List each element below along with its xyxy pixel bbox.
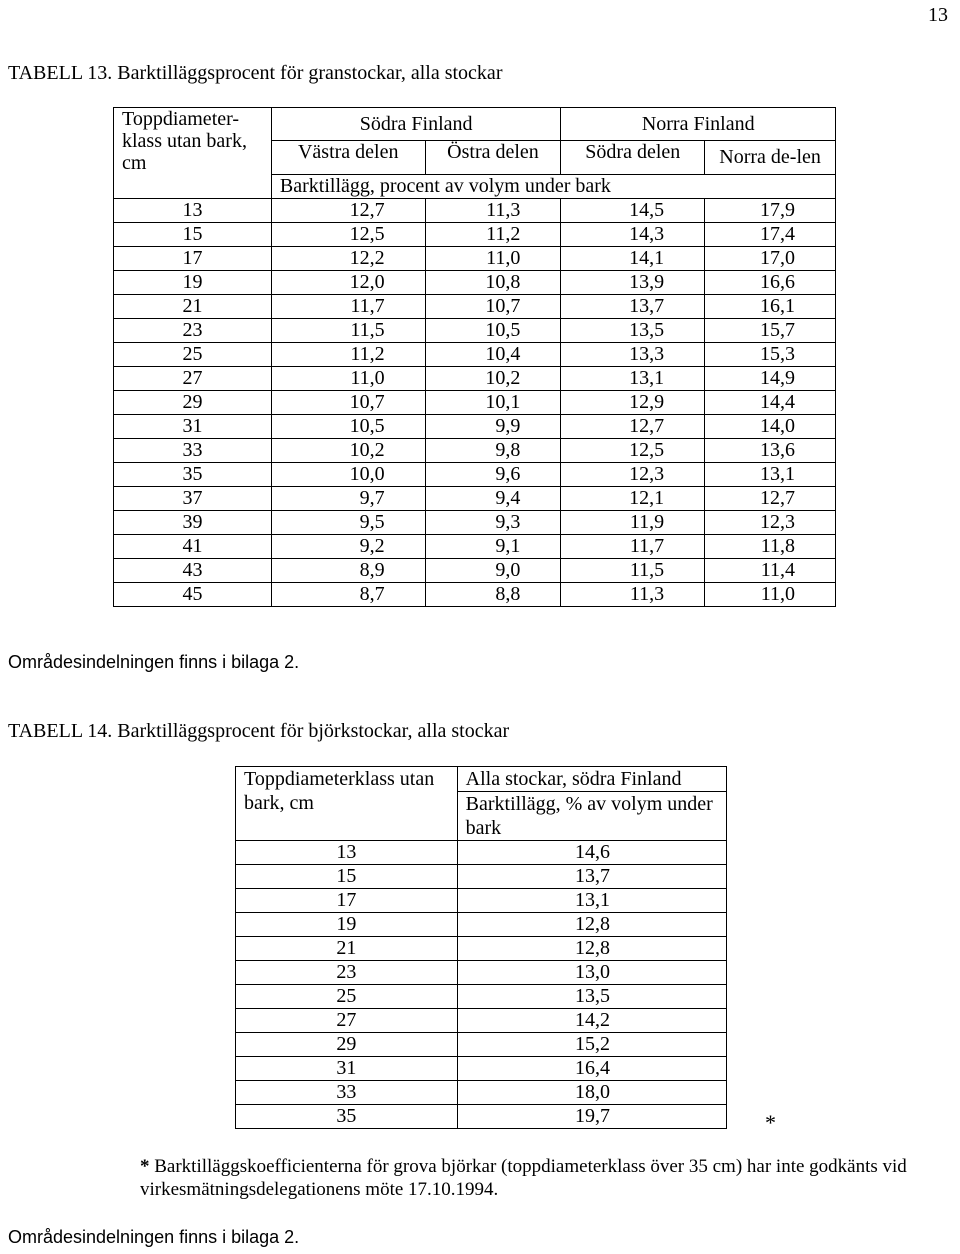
value-cell: 10,5 [425,318,561,342]
value-cell: 10,5 [271,414,425,438]
value-cell: 14,5 [561,198,705,222]
value-cell: 11,7 [271,294,425,318]
diameter-cell: 35 [114,462,272,486]
value-cell: 10,4 [425,342,561,366]
table-row [114,198,836,222]
header-diameter-spacer [114,174,272,198]
diameter-cell: 25 [114,342,272,366]
value-cell: 13,5 [457,985,726,1009]
value-cell: 14,6 [457,841,726,865]
table-13-caption: TABELL 13. Barktilläggsprocent för granstockar, alla stockar [8,62,503,84]
value-cell: 10,1 [425,390,561,414]
value-cell: 12,3 [705,510,836,534]
value-cell: 8,9 [271,558,425,582]
diameter-cell: 35 [236,1105,458,1129]
diameter-cell: 39 [114,510,272,534]
value-cell: 12,2 [271,246,425,270]
value-cell: 9,3 [425,510,561,534]
value-cell: 13,6 [705,438,836,462]
table-13-body [114,198,836,606]
value-cell: 13,5 [561,318,705,342]
table-row [114,534,836,558]
value-cell: 10,2 [425,366,561,390]
value-cell: 11,7 [561,534,705,558]
diameter-cell: 17 [236,889,458,913]
table-14-note: Områdesindelningen finns i bilaga 2. [8,1227,300,1247]
value-cell: 9,0 [425,558,561,582]
table-row [114,438,836,462]
diameter-cell: 19 [114,270,272,294]
value-cell: 14,0 [705,414,836,438]
table-row [236,1057,727,1081]
diameter-cell: 23 [236,961,458,985]
value-cell: 12,0 [271,270,425,294]
table-row [236,1009,727,1033]
value-cell: 10,2 [271,438,425,462]
value-cell: 17,9 [705,198,836,222]
value-cell: 11,5 [271,318,425,342]
value-cell: 10,8 [425,270,561,294]
diameter-cell: 13 [114,198,272,222]
diameter-cell: 31 [114,414,272,438]
table-row [236,1105,727,1129]
footnote-text: Barktilläggskoefficienterna för grova björkar (toppdiameterklass över 35 cm) har inte godkänts vid virkesmätningsdelegationens möte 17.10.1994. [140,1156,907,1200]
table-13 [113,107,836,607]
table-row [114,270,836,294]
header-unit: Barktillägg, procent av volym under bark [271,174,835,198]
diameter-cell: 29 [236,1033,458,1057]
table-row [114,558,836,582]
value-cell: 11,3 [561,582,705,606]
asterisk-mark: * [765,1110,776,1135]
value-cell: 15,7 [705,318,836,342]
diameter-cell: 27 [236,1009,458,1033]
table-row [114,582,836,606]
table-row [236,961,727,985]
value-cell: 12,1 [561,486,705,510]
value-cell: 16,1 [705,294,836,318]
header-south-part: Södra delen [561,141,705,174]
value-cell: 13,1 [705,462,836,486]
page-number: 13 [928,4,948,26]
value-cell: 12,9 [561,390,705,414]
header-diameter: Toppdiameterklass utan bark, cm [236,767,458,841]
table-13-note: Områdesindelningen finns i bilaga 2. [8,652,300,672]
value-cell: 11,0 [425,246,561,270]
diameter-cell: 15 [236,865,458,889]
table-row [114,510,836,534]
table-row [114,318,836,342]
value-cell: 9,2 [271,534,425,558]
value-cell: 11,4 [705,558,836,582]
value-cell: 13,9 [561,270,705,294]
value-cell: 12,7 [271,198,425,222]
header-unit: Barktillägg, % av volym under bark [457,792,726,841]
value-cell: 9,9 [425,414,561,438]
table-row [236,1033,727,1057]
table-row [236,985,727,1009]
value-cell: 11,2 [425,222,561,246]
table-row [114,390,836,414]
diameter-cell: 25 [236,985,458,1009]
table-row [114,366,836,390]
value-cell: 12,8 [457,937,726,961]
value-cell: 9,5 [271,510,425,534]
value-cell: 16,4 [457,1057,726,1081]
value-cell: 10,7 [425,294,561,318]
diameter-cell: 37 [114,486,272,510]
diameter-cell: 43 [114,558,272,582]
diameter-cell: 41 [114,534,272,558]
diameter-cell: 13 [236,841,458,865]
table-row [114,294,836,318]
diameter-cell: 29 [114,390,272,414]
value-cell: 16,6 [705,270,836,294]
value-cell: 14,3 [561,222,705,246]
value-cell: 9,6 [425,462,561,486]
value-cell: 13,7 [561,294,705,318]
table-row [236,1081,727,1105]
footnote-mark: * [140,1156,150,1177]
diameter-cell: 17 [114,246,272,270]
table-row [114,486,836,510]
value-cell: 12,5 [271,222,425,246]
table-row [114,414,836,438]
header-region-south: Södra Finland [271,108,561,141]
value-cell: 15,2 [457,1033,726,1057]
value-cell: 13,7 [457,865,726,889]
table-row [236,865,727,889]
value-cell: 15,3 [705,342,836,366]
value-cell: 11,3 [425,198,561,222]
header-east: Östra delen [425,141,561,174]
value-cell: 11,0 [705,582,836,606]
table-14 [235,766,727,1129]
value-cell: 12,5 [561,438,705,462]
value-cell: 19,7 [457,1105,726,1129]
table-row [114,462,836,486]
value-cell: 14,4 [705,390,836,414]
diameter-cell: 23 [114,318,272,342]
value-cell: 13,1 [561,366,705,390]
value-cell: 12,8 [457,913,726,937]
table-row [236,937,727,961]
diameter-cell: 15 [114,222,272,246]
diameter-cell: 33 [236,1081,458,1105]
diameter-cell: 45 [114,582,272,606]
value-cell: 18,0 [457,1081,726,1105]
value-cell: 13,1 [457,889,726,913]
value-cell: 17,0 [705,246,836,270]
table-row [236,913,727,937]
diameter-cell: 33 [114,438,272,462]
header-west: Västra delen [271,141,425,174]
header-region: Alla stockar, södra Finland [457,767,726,792]
header-north-part: Norra de-len [705,141,836,174]
table-14-body [236,841,727,1129]
diameter-cell: 31 [236,1057,458,1081]
value-cell: 11,9 [561,510,705,534]
value-cell: 12,7 [561,414,705,438]
value-cell: 12,3 [561,462,705,486]
table-row [236,841,727,865]
value-cell: 12,7 [705,486,836,510]
value-cell: 14,9 [705,366,836,390]
diameter-cell: 21 [236,937,458,961]
diameter-cell: 21 [114,294,272,318]
value-cell: 13,3 [561,342,705,366]
table-14-caption: TABELL 14. Barktilläggsprocent för björkstockar, alla stockar [8,720,510,742]
value-cell: 13,0 [457,961,726,985]
value-cell: 11,2 [271,342,425,366]
header-region-north: Norra Finland [561,108,836,141]
value-cell: 10,7 [271,390,425,414]
table-row [236,889,727,913]
table-row [114,222,836,246]
table-row [114,342,836,366]
value-cell: 9,1 [425,534,561,558]
value-cell: 14,1 [561,246,705,270]
value-cell: 11,5 [561,558,705,582]
value-cell: 8,7 [271,582,425,606]
header-diameter: Toppdiameter-klass utan bark, cm [114,108,272,175]
value-cell: 9,8 [425,438,561,462]
value-cell: 11,0 [271,366,425,390]
value-cell: 10,0 [271,462,425,486]
diameter-cell: 27 [114,366,272,390]
diameter-cell: 19 [236,913,458,937]
value-cell: 9,4 [425,486,561,510]
table-row [114,246,836,270]
value-cell: 17,4 [705,222,836,246]
value-cell: 9,7 [271,486,425,510]
footnote [140,1155,956,1201]
value-cell: 11,8 [705,534,836,558]
value-cell: 8,8 [425,582,561,606]
value-cell: 14,2 [457,1009,726,1033]
